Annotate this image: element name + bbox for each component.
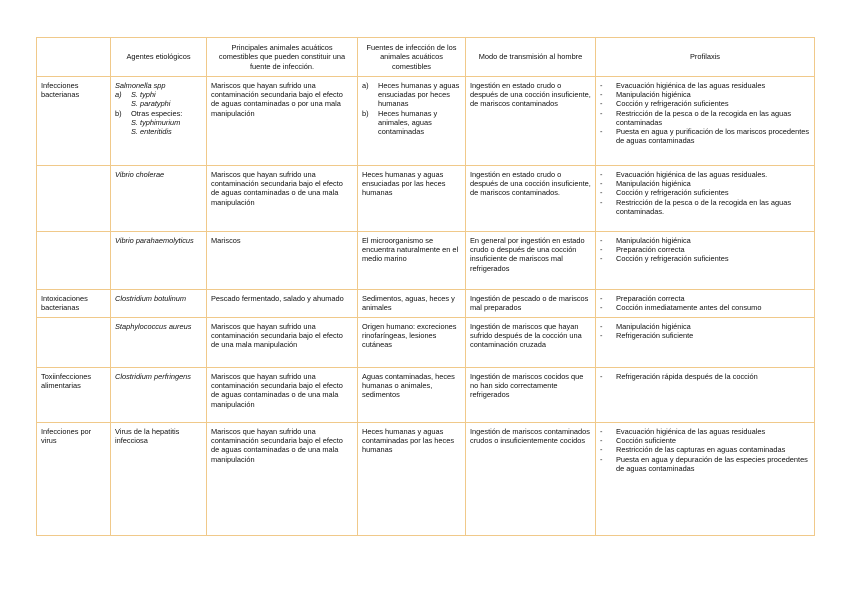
prophylaxis-text: Refrigeración rápida después de la cocción <box>616 372 758 381</box>
sources-cell: Aguas contaminadas, heces humanas o animales, sedimentos <box>358 368 466 423</box>
header-row <box>37 38 815 77</box>
category-cell <box>37 232 111 290</box>
agent-sublist-a <box>115 90 202 108</box>
prophylaxis-text: Evacuación higiénica de las aguas residuales <box>616 81 766 90</box>
list-item <box>362 109 461 137</box>
category-cell: Infecciones por virus <box>37 423 111 536</box>
animals-cell: Mariscos que hayan sufrido una contaminación secundaria bajo el efecto de una mala manipulación <box>207 318 358 368</box>
list-item: - Evacuación higiénica de las aguas residuales <box>600 81 766 90</box>
agent-species: S. typhi <box>131 90 156 100</box>
prophylaxis-cell <box>596 318 815 368</box>
list-marker: a) <box>115 90 122 100</box>
category-cell <box>37 318 111 368</box>
list-item: - Puesta en agua y purificación de los mariscos procedentes de aguas contaminadas <box>600 127 810 146</box>
prophylaxis-text: Cocción inmediatamente antes del consumo <box>616 303 762 313</box>
list-item: - Preparación correcta <box>600 294 685 303</box>
prophylaxis-cell <box>596 77 815 166</box>
agent-cell: Vibrio cholerae <box>111 166 207 232</box>
animals-cell: Pescado fermentado, salado y ahumado <box>207 290 358 318</box>
agent-cell: Vibrio parahaemolyticus <box>111 232 207 290</box>
prophylaxis-text: Cocción y refrigeración suficientes <box>616 99 729 109</box>
table-row <box>37 232 815 290</box>
list-item <box>362 81 461 109</box>
agent-cell: Virus de la hepatitis infecciosa <box>111 423 207 536</box>
category-cell: Intoxicaciones bacterianas <box>37 290 111 318</box>
sources-cell: Origen humano: excreciones rinofaríngeas, lesiones cutáneas <box>358 318 466 368</box>
agent-species: S. typhimurium <box>131 117 181 127</box>
infection-table <box>36 37 815 536</box>
table-row <box>37 166 815 232</box>
prophylaxis-cell <box>596 423 815 536</box>
list-item: - Cocción inmediatamente antes del consumo <box>600 303 762 313</box>
header-sources: Fuentes de infección de los animales acuáticos comestibles <box>358 38 466 77</box>
transmission-cell: Ingestión de mariscos que hayan sufrido después de la cocción una contaminación cruzada <box>466 318 596 368</box>
header-agents: Agentes etiológicos <box>111 38 207 77</box>
list-item: - Puesta en agua y depuración de las especies procedentes de aguas contaminadas <box>600 454 808 473</box>
table-row <box>37 368 815 423</box>
prophylaxis-cell <box>596 232 815 290</box>
prophylaxis-cell <box>596 166 815 232</box>
prophylaxis-text: Manipulación higiénica <box>616 90 691 100</box>
list-marker: b) <box>115 108 122 118</box>
list-item: - Restricción de la pesca o de la recogida en las aguas contaminadas <box>600 108 792 127</box>
sources-cell: El microorganismo se encuentra naturalmente en el medio marino <box>358 232 466 290</box>
prophylaxis-text: Restricción de la pesca o de la recogida en las aguas contaminadas <box>616 108 792 127</box>
category-cell: Toxiinfecciones alimentarias <box>37 368 111 423</box>
category-cell: Infecciones bacterianas <box>37 77 111 166</box>
transmission-cell: Ingestión de mariscos contaminados crudos o insuficientemente cocidos <box>466 423 596 536</box>
agent-cell: Clostridium botulinum <box>111 290 207 318</box>
list-item: - Manipulación higiénica <box>600 90 691 100</box>
prophylaxis-text: Preparación correcta <box>616 294 685 303</box>
list-item: - Restricción de las capturas en aguas contaminadas <box>600 445 786 455</box>
prophylaxis-list <box>600 236 810 264</box>
agent-sublist-b <box>115 109 202 137</box>
prophylaxis-text: Cocción suficiente <box>616 436 676 446</box>
prophylaxis-cell <box>596 290 815 318</box>
prophylaxis-text: Restricción de las capturas en aguas contaminadas <box>616 445 786 455</box>
transmission-cell: Ingestión en estado crudo o después de una cocción insuficiente, de mariscos contaminados <box>466 77 596 166</box>
transmission-cell: Ingestión de pescado o de mariscos mal preparados <box>466 290 596 318</box>
transmission-cell: Ingestión de mariscos cocidos que no han sido correctamente refrigerados <box>466 368 596 423</box>
prophylaxis-text: Manipulación higiénica <box>616 322 691 331</box>
list-item: - Evacuación higiénica de las aguas residuales. <box>600 170 768 179</box>
prophylaxis-text: Refrigeración suficiente <box>616 331 694 341</box>
agent-cell: Clostridium perfringens <box>111 368 207 423</box>
animals-cell: Mariscos que hayan sufrido una contaminación secundaria bajo el efecto de aguas contaminadas o por una mala manipulación <box>207 77 358 166</box>
sources-cell: Heces humanas y aguas ensuciadas por las heces humanas <box>358 166 466 232</box>
list-item: - Cocción y refrigeración suficientes <box>600 188 729 198</box>
prophylaxis-text: Cocción y refrigeración suficientes <box>616 254 729 264</box>
header-animals: Principales animales acuáticos comestibles que pueden constituir una fuente de infección. <box>207 38 358 77</box>
prophylaxis-list <box>600 170 810 216</box>
transmission-cell: Ingestión en estado crudo o después de una cocción insuficiente, de mariscos contaminados. <box>466 166 596 232</box>
header-empty <box>37 38 111 77</box>
source-text: Heces humanas y aguas ensuciadas por heces humanas <box>378 81 460 109</box>
list-item: - Refrigeración rápida después de la cocción <box>600 372 758 381</box>
list-item: - Manipulación higiénica <box>600 322 691 331</box>
animals-cell: Mariscos <box>207 232 358 290</box>
animals-cell: Mariscos que hayan sufrido una contaminación secundaria bajo el efecto de aguas contaminadas o de una mala manipulación <box>207 423 358 536</box>
agent-cell <box>111 77 207 166</box>
prophylaxis-text: Restricción de la pesca o de la recogida en las aguas contaminadas. <box>616 197 792 216</box>
prophylaxis-text: Evacuación higiénica de las aguas residuales <box>616 427 766 436</box>
prophylaxis-text: Evacuación higiénica de las aguas residuales. <box>616 170 768 179</box>
prophylaxis-list <box>600 372 810 381</box>
list-marker: b) <box>362 108 369 118</box>
list-item: - Cocción suficiente <box>600 436 676 446</box>
prophylaxis-list <box>600 294 810 312</box>
prophylaxis-list <box>600 427 810 473</box>
prophylaxis-text: Cocción y refrigeración suficientes <box>616 188 729 198</box>
prophylaxis-list <box>600 81 810 145</box>
list-item: - Cocción y refrigeración suficientes <box>600 99 729 109</box>
list-item: - Cocción y refrigeración suficientes <box>600 254 729 264</box>
sources-list <box>362 81 461 136</box>
category-cell <box>37 166 111 232</box>
agent-species: S. enteritidis <box>131 127 172 137</box>
agent-title: Salmonella spp <box>115 81 166 90</box>
header-prophylaxis: Profilaxis <box>596 38 815 77</box>
sources-cell <box>358 77 466 166</box>
header-transmission: Modo de transmisión al hombre <box>466 38 596 77</box>
prophylaxis-text: Manipulación higiénica <box>616 236 691 245</box>
agent-cell: Staphylococcus aureus <box>111 318 207 368</box>
list-item: - Restricción de la pesca o de la recogida en las aguas contaminadas. <box>600 197 792 216</box>
agent-species: S. paratyphi <box>131 99 171 109</box>
list-item: - Manipulación higiénica <box>600 236 691 245</box>
prophylaxis-text: Puesta en agua y purificación de los mariscos procedentes de aguas contaminadas <box>616 127 810 146</box>
table-row <box>37 290 815 318</box>
sources-cell: Sedimentos, aguas, heces y animales <box>358 290 466 318</box>
prophylaxis-text: Puesta en agua y depuración de las especies procedentes de aguas contaminadas <box>616 454 808 473</box>
list-item: - Preparación correcta <box>600 245 685 255</box>
table-row <box>37 77 815 166</box>
animals-cell: Mariscos que hayan sufrido una contaminación secundaria bajo el efecto de aguas contaminadas o de una mala manipulación <box>207 368 358 423</box>
sources-cell: Heces humanas y aguas contaminadas por las heces humanas <box>358 423 466 536</box>
list-item: - Evacuación higiénica de las aguas residuales <box>600 427 766 436</box>
prophylaxis-list <box>600 322 810 340</box>
transmission-cell: En general por ingestión en estado crudo o después de una cocción insuficiente de mariscos mal refrigerados <box>466 232 596 290</box>
prophylaxis-cell <box>596 368 815 423</box>
animals-cell: Mariscos que hayan sufrido una contaminación secundaria bajo el efecto de aguas contaminadas o de una mala manipulación <box>207 166 358 232</box>
source-text: Heces humanas y animales, aguas contaminadas <box>378 108 438 137</box>
prophylaxis-text: Preparación correcta <box>616 245 685 255</box>
list-item: - Manipulación higiénica <box>600 179 691 189</box>
table-row <box>37 318 815 368</box>
table-row <box>37 423 815 536</box>
agent-subtitle: Otras especies: <box>131 108 183 118</box>
prophylaxis-text: Manipulación higiénica <box>616 179 691 189</box>
list-marker: a) <box>362 81 369 90</box>
list-item: - Refrigeración suficiente <box>600 331 694 341</box>
